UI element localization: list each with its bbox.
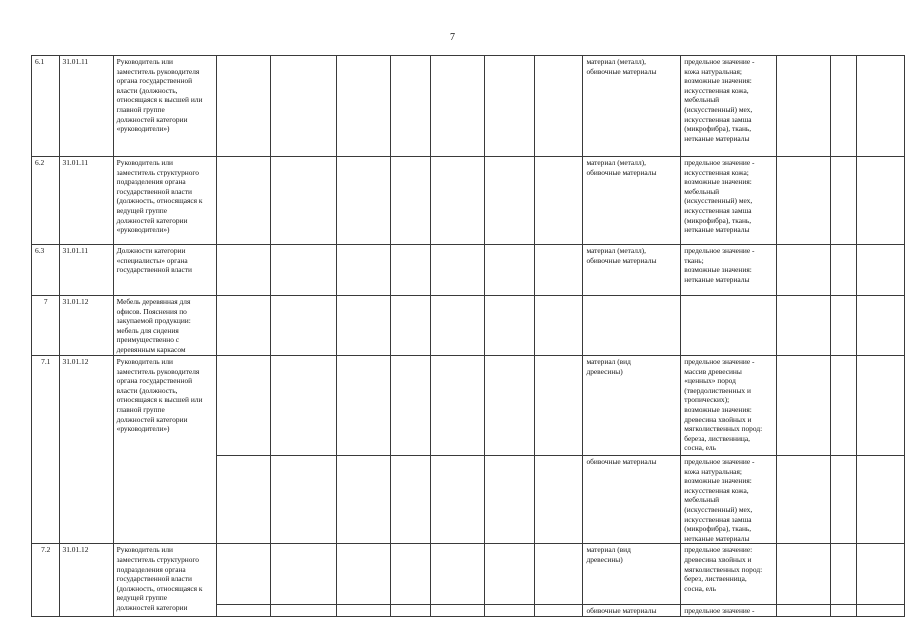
empty-cell: [391, 245, 431, 296]
empty-cell: [535, 296, 583, 356]
empty-cell: [535, 245, 583, 296]
empty-cell: [535, 356, 583, 456]
okpd-code: 31.01.12: [59, 296, 113, 356]
characteristic-cell: материал (металл), обивочные материалы: [583, 245, 681, 296]
empty-cell: [831, 544, 857, 605]
item-name: Руководитель или заместитель руководителя органа государственной власти (должность, относящаяся к высшей или главной группе должностей категории «руководители»): [113, 356, 216, 544]
okpd-code: 31.01.11: [59, 157, 113, 245]
empty-cell: [857, 157, 905, 245]
table-row: [32, 157, 905, 245]
empty-cell: [336, 456, 390, 544]
empty-cell: [430, 456, 484, 544]
empty-cell: [430, 157, 484, 245]
empty-cell: [484, 544, 534, 605]
value-cell: [681, 296, 777, 356]
value-cell: предельное значение - массив древесины «ценных» пород (твердолиственных и тропических); возможные значения: древесина хвойных и мягколиственных пород: береза, лиственница, сосна, ель: [681, 356, 777, 456]
empty-cell: [336, 605, 390, 617]
empty-cell: [484, 296, 534, 356]
empty-cell: [271, 296, 337, 356]
empty-cell: [336, 296, 390, 356]
characteristic-cell: материал (металл), обивочные материалы: [583, 157, 681, 245]
value-cell: предельное значение -: [681, 605, 777, 617]
row-number: 7.2: [32, 544, 60, 617]
empty-cell: [217, 356, 271, 456]
characteristic-cell: обивочные материалы: [583, 456, 681, 544]
empty-cell: [535, 456, 583, 544]
table-row: [32, 245, 905, 296]
empty-cell: [391, 605, 431, 617]
empty-cell: [217, 245, 271, 296]
okpd-code: 31.01.12: [59, 356, 113, 544]
empty-cell: [484, 605, 534, 617]
empty-cell: [430, 56, 484, 157]
empty-cell: [430, 544, 484, 605]
empty-cell: [535, 605, 583, 617]
okpd-code: 31.01.11: [59, 56, 113, 157]
empty-cell: [777, 605, 831, 617]
empty-cell: [831, 456, 857, 544]
empty-cell: [271, 456, 337, 544]
empty-cell: [857, 356, 905, 456]
empty-cell: [217, 157, 271, 245]
empty-cell: [831, 245, 857, 296]
empty-cell: [484, 157, 534, 245]
empty-cell: [271, 605, 337, 617]
empty-cell: [391, 157, 431, 245]
table-row: [32, 356, 905, 456]
empty-cell: [857, 605, 905, 617]
empty-cell: [217, 296, 271, 356]
empty-cell: [484, 245, 534, 296]
empty-cell: [271, 544, 337, 605]
characteristic-cell: материал (вид древесины): [583, 356, 681, 456]
empty-cell: [271, 56, 337, 157]
empty-cell: [336, 544, 390, 605]
value-cell: предельное значение - ткань; возможные значения: нетканые материалы: [681, 245, 777, 296]
empty-cell: [777, 356, 831, 456]
empty-cell: [777, 56, 831, 157]
empty-cell: [271, 245, 337, 296]
row-number: 6.2: [32, 157, 60, 245]
characteristic-cell: [583, 296, 681, 356]
empty-cell: [484, 356, 534, 456]
empty-cell: [831, 605, 857, 617]
empty-cell: [777, 245, 831, 296]
empty-cell: [857, 296, 905, 356]
row-number: 7.1: [32, 356, 60, 544]
okpd-code: 31.01.12: [59, 544, 113, 617]
empty-cell: [271, 356, 337, 456]
page-number: 7: [450, 32, 455, 43]
okpd-code: 31.01.11: [59, 245, 113, 296]
empty-cell: [535, 157, 583, 245]
empty-cell: [336, 356, 390, 456]
empty-cell: [535, 56, 583, 157]
empty-cell: [217, 56, 271, 157]
empty-cell: [217, 456, 271, 544]
empty-cell: [336, 56, 390, 157]
empty-cell: [857, 56, 905, 157]
characteristic-cell: обивочные материалы: [583, 605, 681, 617]
empty-cell: [430, 245, 484, 296]
empty-cell: [831, 157, 857, 245]
characteristic-cell: материал (вид древесины): [583, 544, 681, 605]
item-name: Руководитель или заместитель структурного подразделения органа государственной власти (должность, относящаяся к ведущей группе должностей категории «руководители»): [113, 157, 216, 245]
table-row: [32, 296, 905, 356]
characteristic-cell: материал (металл), обивочные материалы: [583, 56, 681, 157]
row-number: 6.1: [32, 56, 60, 157]
empty-cell: [217, 544, 271, 605]
empty-cell: [391, 56, 431, 157]
empty-cell: [391, 296, 431, 356]
empty-cell: [857, 544, 905, 605]
value-cell: предельное значение - кожа натуральная; возможные значения: искусственная кожа, мебельный (искусственный) мех, искусственная замша (микрофибра), ткань, нетканые материалы: [681, 56, 777, 157]
item-name: Руководитель или заместитель структурного подразделения органа государственной власти (должность, относящаяся к ведущей группе должностей категории: [113, 544, 216, 617]
empty-cell: [831, 356, 857, 456]
empty-cell: [857, 456, 905, 544]
empty-cell: [336, 157, 390, 245]
empty-cell: [777, 544, 831, 605]
empty-cell: [271, 157, 337, 245]
table-row: [32, 544, 905, 605]
empty-cell: [857, 245, 905, 296]
item-name: Должности категории «специалисты» органа государственной власти: [113, 245, 216, 296]
empty-cell: [430, 356, 484, 456]
row-number: 6.3: [32, 245, 60, 296]
empty-cell: [777, 157, 831, 245]
table-row: [32, 56, 905, 157]
empty-cell: [484, 56, 534, 157]
empty-cell: [391, 544, 431, 605]
value-cell: предельное значение - кожа натуральная; возможные значения: искусственная кожа, мебельный (искусственный) мех, искусственная замша (микрофибра), ткань, нетканые материалы: [681, 456, 777, 544]
empty-cell: [391, 456, 431, 544]
empty-cell: [430, 296, 484, 356]
specification-table: [31, 55, 905, 617]
value-cell: предельное значение: древесина хвойных и мягколиственных пород: берез, лиственница, сосна, ель: [681, 544, 777, 605]
item-name: Мебель деревянная для офисов. Пояснения по закупаемой продукции: мебель для сидения преимущественно с деревянным каркасом: [113, 296, 216, 356]
empty-cell: [217, 605, 271, 617]
empty-cell: [831, 296, 857, 356]
empty-cell: [777, 296, 831, 356]
item-name: Руководитель или заместитель руководителя органа государственной власти (должность, относящаяся к высшей или главной группе должностей категории «руководители»): [113, 56, 216, 157]
empty-cell: [535, 544, 583, 605]
empty-cell: [336, 245, 390, 296]
empty-cell: [777, 456, 831, 544]
row-number: 7: [32, 296, 60, 356]
empty-cell: [430, 605, 484, 617]
empty-cell: [484, 456, 534, 544]
empty-cell: [391, 356, 431, 456]
empty-cell: [831, 56, 857, 157]
value-cell: предельное значение - искусственная кожа; возможные значения: мебельный (искусственный) мех, искусственная замша (микрофибра), ткань, нетканые материалы: [681, 157, 777, 245]
